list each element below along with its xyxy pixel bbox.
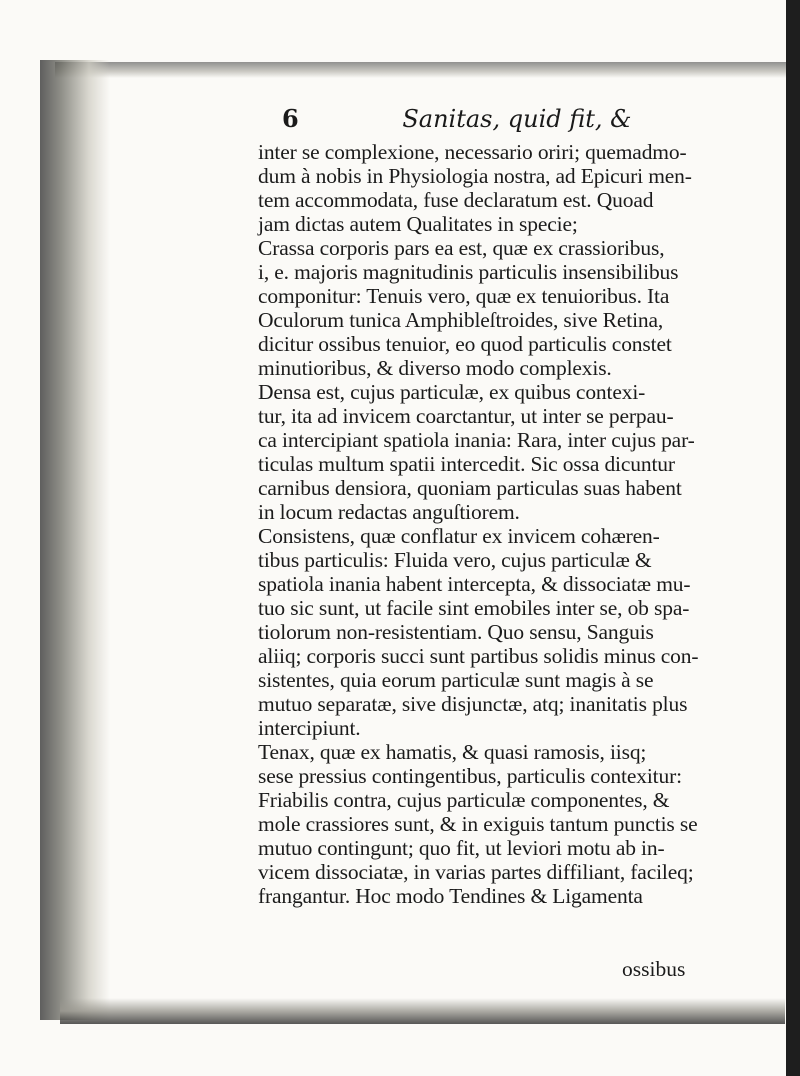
text-line: mutuo contingunt; quo fit, ut leviori motu ab in- xyxy=(258,836,665,860)
text-line: tibus particulis: Fluida vero, cujus particulæ & xyxy=(258,548,652,572)
running-title: Sanitas, quid fit, & xyxy=(402,105,632,133)
text-line: ticulas multum spatii intercedit. Sic ossa dicuntur xyxy=(258,452,675,476)
text-line: aliiq; corporis succi sunt partibus solidis minus con- xyxy=(258,644,699,668)
text-line: mutuo separatæ, sive disjunctæ, atq; inanitatis plus xyxy=(258,692,688,716)
text-line: mole crassiores sunt, & in exiguis tantum punctis se xyxy=(258,812,698,836)
catchword: ossibus xyxy=(622,957,686,981)
running-head xyxy=(282,104,662,134)
text-line: jam dictas autem Qualitates in specie; xyxy=(258,212,578,236)
text-line: tur, ita ad invicem coarctantur, ut inter se perpau- xyxy=(258,404,674,428)
text-line: tuo sic sunt, ut facile sint emobiles inter se, ob spa- xyxy=(258,596,690,620)
text-line: Densa est, cujus particulæ, ex quibus contexi- xyxy=(258,380,646,404)
text-line: inter se complexione, necessario oriri; quemadmo- xyxy=(258,140,687,164)
text-line: Oculorum tunica Amphibleſtroides, sive Retina, xyxy=(258,308,664,332)
text-line: tem accommodata, fuse declaratum est. Quoad xyxy=(258,188,654,212)
text-line: carnibus densiora, quoniam particulas suas habent xyxy=(258,476,682,500)
text-line: dum à nobis in Physiologia nostra, ad Epicuri men- xyxy=(258,164,692,188)
text-line: minutioribus, & diverso modo complexis. xyxy=(258,356,612,380)
text-line: Friabilis contra, cujus particulæ componentes, & xyxy=(258,788,670,812)
page-top-shadow xyxy=(55,62,790,78)
text-line: tiolorum non-resistentiam. Quo sensu, Sanguis xyxy=(258,620,654,644)
text-line: ca intercipiant spatiola inania: Rara, inter cujus par- xyxy=(258,428,695,452)
text-line: Consistens, quæ conflatur ex invicem cohæren- xyxy=(258,524,660,548)
text-line: sistentes, quia eorum particulæ sunt magis à se xyxy=(258,668,654,692)
text-line: Tenax, quæ ex hamatis, & quasi ramosis, iisq; xyxy=(258,740,647,764)
text-line: i, e. majoris magnitudinis particulis insensibilibus xyxy=(258,260,679,284)
text-line: componitur: Tenuis vero, quæ ex tenuioribus. Ita xyxy=(258,284,670,308)
text-line: frangantur. Hoc modo Tendines & Ligamenta xyxy=(258,884,643,908)
text-line: dicitur ossibus tenuior, eo quod particulis constet xyxy=(258,332,672,356)
body-text xyxy=(258,140,778,908)
text-line: in locum redactas anguſtiorem. xyxy=(258,500,520,524)
page-number: 6 xyxy=(282,104,299,133)
text-line: intercipiunt. xyxy=(258,716,361,740)
text-line: spatiola inania habent intercepta, & dissociatæ mu- xyxy=(258,572,691,596)
text-line: Crassa corporis pars ea est, quæ ex crassioribus, xyxy=(258,236,665,260)
scan-right-border xyxy=(786,0,800,1076)
text-line: sese pressius contingentibus, particulis contexitur: xyxy=(258,764,682,788)
text-line: vicem dissociatæ, in varias partes diffiliant, facileq; xyxy=(258,860,694,884)
page-bottom-shadow xyxy=(60,998,785,1024)
binding-gutter-shadow xyxy=(40,60,110,1020)
